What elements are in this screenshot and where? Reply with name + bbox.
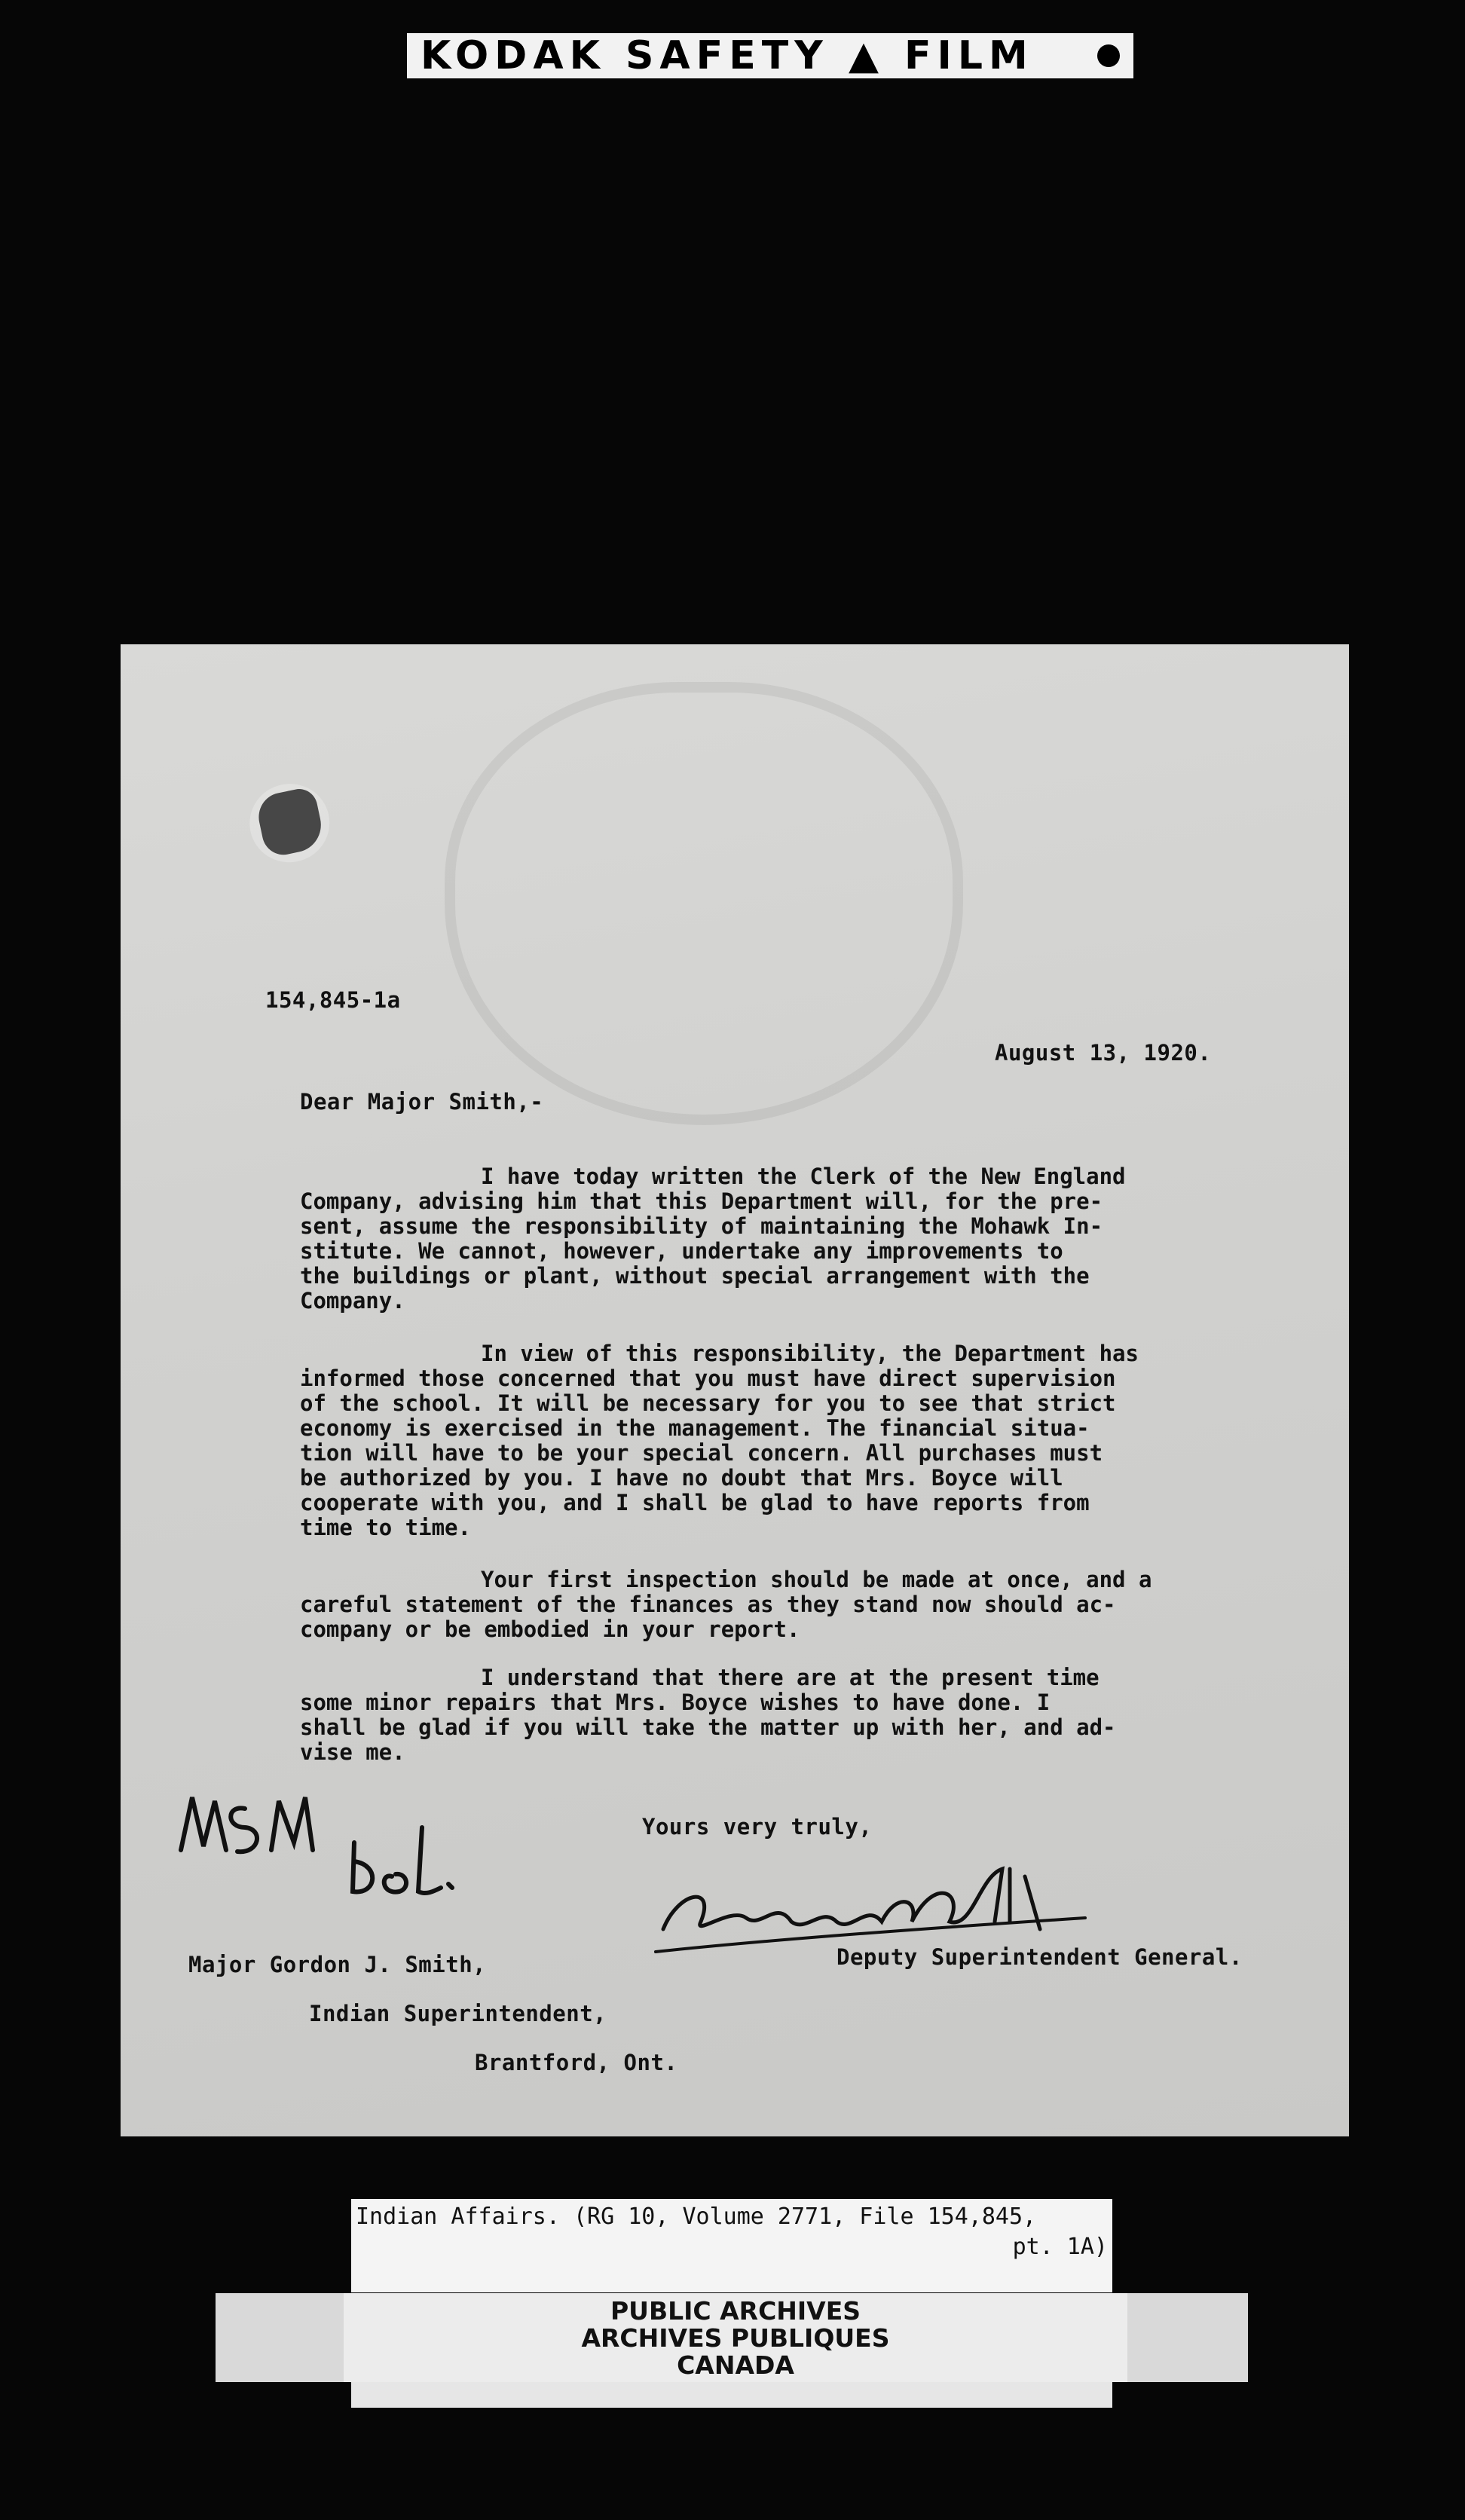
paragraph-line: time to time. <box>300 1515 471 1540</box>
handwritten-initials-del <box>339 1820 467 1910</box>
paragraph-line: Your first inspection should be made at once, and a <box>481 1567 1152 1592</box>
institution-line: CANADA <box>677 2350 794 2380</box>
signer-title: Deputy Superintendent General. <box>836 1944 1243 1970</box>
paragraph-line: of the school. It will be necessary for you to see that strict <box>300 1390 1116 1416</box>
salutation: Dear Major Smith,- <box>300 1089 544 1115</box>
file-number: 154,845-1a <box>265 987 401 1013</box>
film-edge-label: KODAK SAFETY ▲ FILM <box>421 33 1034 78</box>
recipient-name: Major Gordon J. Smith, <box>188 1952 487 1977</box>
signature <box>648 1846 1100 1959</box>
film-edge-header <box>407 33 1133 78</box>
paragraph-1 <box>300 1164 1126 1314</box>
paragraph-line: shall be glad if you will take the matter up with her, and ad- <box>300 1714 1116 1740</box>
institution-name <box>344 2298 1127 2379</box>
paragraph-line: company or be embodied in your report. <box>300 1616 800 1642</box>
letter-page <box>121 644 1349 2136</box>
paragraph-line: economy is exercised in the management. The financial situa- <box>300 1415 1090 1441</box>
closing: Yours very truly, <box>642 1814 873 1840</box>
paragraph-line: the buildings or plant, without special arrangement with the <box>300 1263 1090 1289</box>
reference-line-1: Indian Affairs. (RG 10, Volume 2771, File 154,845, <box>356 2203 1037 2230</box>
punch-hole <box>254 786 326 859</box>
paragraph-line: Company. <box>300 1288 405 1314</box>
paragraph-line: Company, advising him that this Department will, for the pre- <box>300 1188 1103 1214</box>
paragraph-line: careful statement of the finances as they stand now should ac- <box>300 1592 1116 1617</box>
paragraph-line: vise me. <box>300 1739 405 1765</box>
paragraph-line: sent, assume the responsibility of maintaining the Mohawk In- <box>300 1213 1103 1239</box>
paragraph-2 <box>300 1341 1139 1540</box>
institution-line: ARCHIVES PUBLIQUES <box>581 2323 890 2353</box>
paragraph-4 <box>300 1665 1116 1765</box>
recipient-location: Brantford, Ont. <box>475 2050 678 2075</box>
paragraph-3 <box>300 1567 1152 1642</box>
paragraph-line: In view of this responsibility, the Department has <box>481 1341 1139 1366</box>
letter-date: August 13, 1920. <box>995 1040 1212 1066</box>
band-edge-right <box>1127 2293 1248 2382</box>
paragraph-line: I have today written the Clerk of the New England <box>481 1164 1126 1189</box>
paragraph-line: cooperate with you, and I shall be glad to have reports from <box>300 1490 1090 1515</box>
paragraph-line: some minor repairs that Mrs. Boyce wishes to have done. I <box>300 1690 1051 1715</box>
label-strip-bottom <box>351 2382 1112 2408</box>
institution-line: PUBLIC ARCHIVES <box>610 2296 861 2326</box>
paragraph-line: informed those concerned that you must have direct supervision <box>300 1366 1116 1391</box>
archives-stamp <box>216 2293 1248 2382</box>
recipient-title: Indian Superintendent, <box>309 2001 607 2026</box>
watermark-crest <box>445 682 963 1125</box>
handwritten-initials-wsm <box>173 1782 324 1865</box>
paragraph-line: I understand that there are at the present time <box>481 1665 1100 1690</box>
film-dot-icon <box>1097 44 1120 67</box>
band-edge-left <box>216 2293 344 2382</box>
archive-reference-label <box>351 2199 1112 2292</box>
paragraph-line: tion will have to be your special concern. All purchases must <box>300 1440 1103 1466</box>
paragraph-line: be authorized by you. I have no doubt that Mrs. Boyce will <box>300 1465 1063 1491</box>
paragraph-line: stitute. We cannot, however, undertake any improvements to <box>300 1238 1063 1264</box>
reference-line-2: pt. 1A) <box>1012 2234 1108 2260</box>
